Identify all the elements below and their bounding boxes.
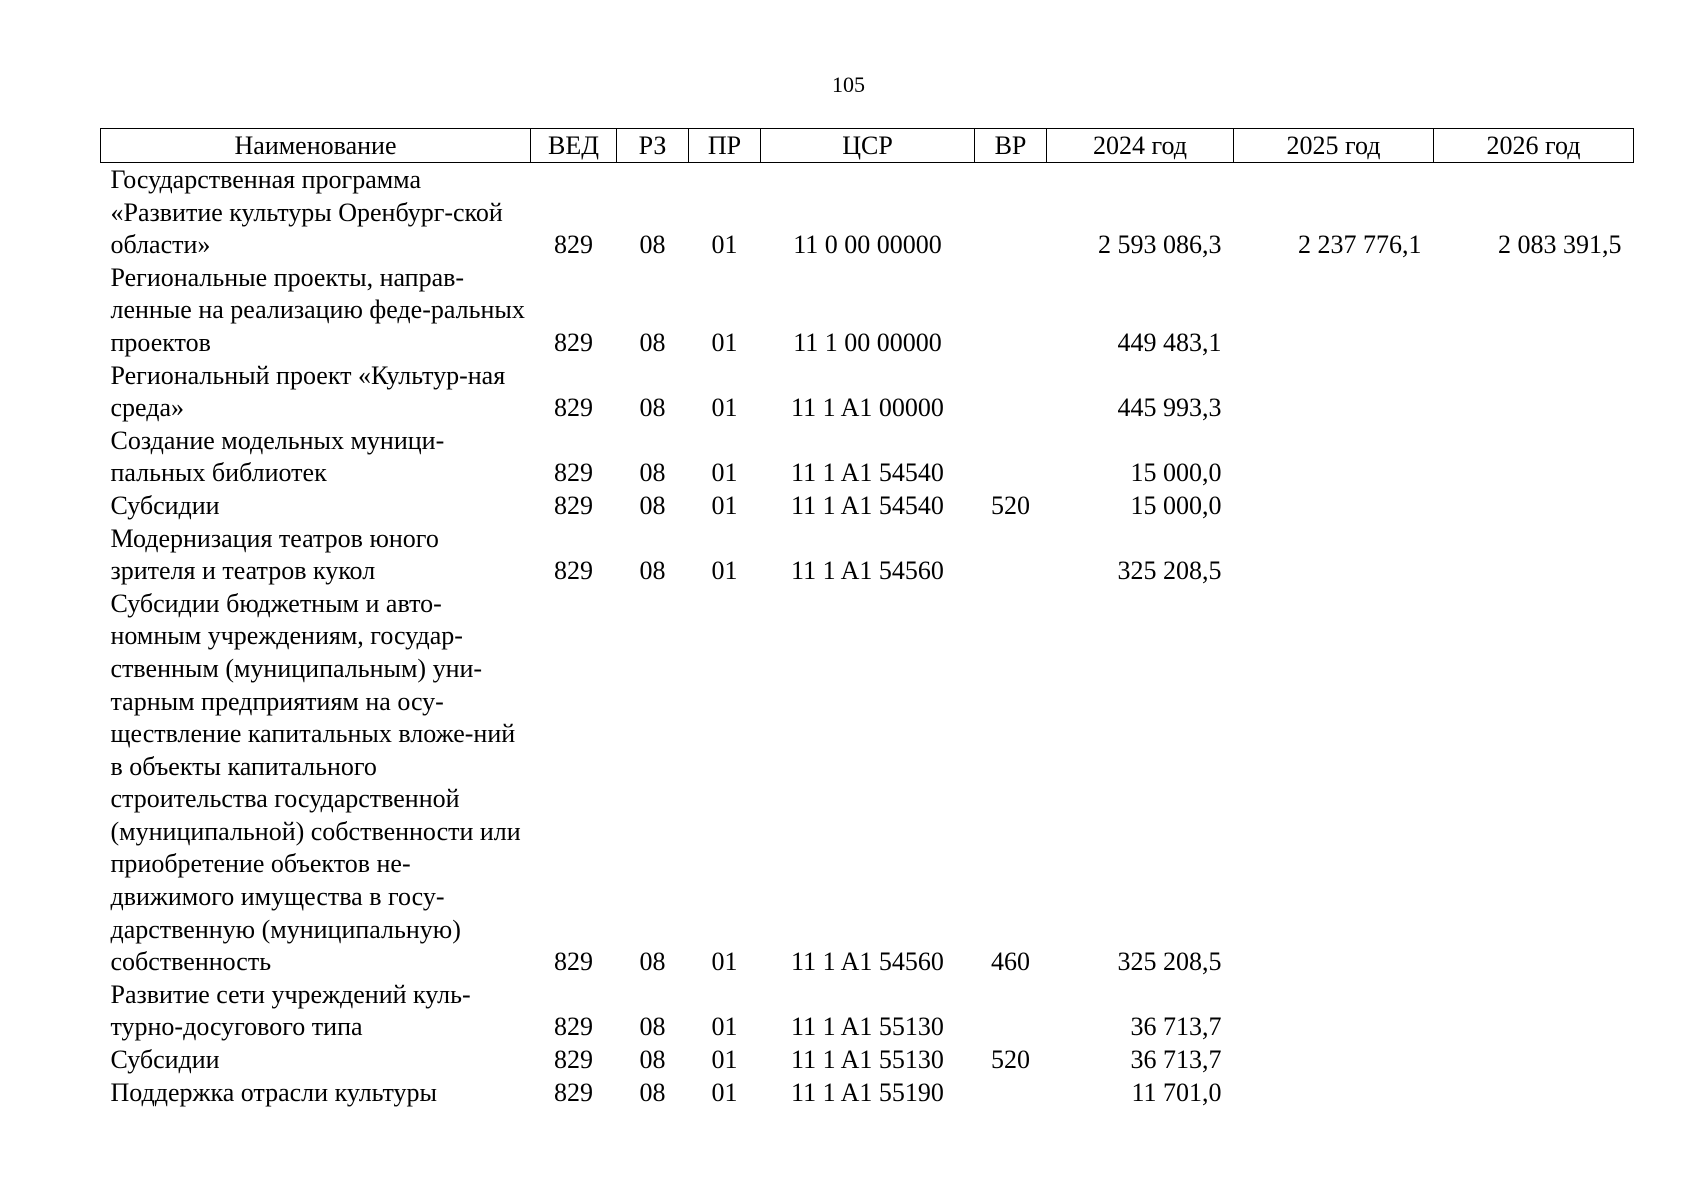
cell-2025 — [1234, 425, 1434, 490]
cell-ved: 829 — [554, 1077, 593, 1107]
cell-csr: 11 1 00 00000 — [793, 327, 942, 357]
cell-2025 — [1234, 523, 1434, 588]
cell-csr: 11 0 00 00000 — [793, 230, 942, 260]
cell-name: Региональные проекты, направ-ленные на реализацию феде-ральных проектов — [110, 262, 525, 357]
cell-2026 — [1434, 1077, 1634, 1110]
cell-vr — [975, 523, 1047, 588]
header-rz: РЗ — [617, 129, 689, 163]
cell-2024: 15 000,0 — [1130, 458, 1222, 488]
cell-pr: 01 — [711, 490, 738, 520]
cell-2024: 2 593 086,3 — [1098, 230, 1222, 260]
cell-name: Развитие сети учреждений куль-турно-досугового типа — [110, 979, 471, 1042]
table-row — [101, 163, 1634, 262]
cell-rz: 08 — [639, 490, 666, 520]
cell-2024: 36 713,7 — [1130, 1045, 1222, 1075]
cell-csr: 11 1 A1 54540 — [791, 458, 944, 488]
cell-2025 — [1234, 490, 1434, 523]
cell-2025 — [1234, 1077, 1434, 1110]
cell-2024: 325 208,5 — [1117, 947, 1222, 977]
cell-2026 — [1434, 979, 1634, 1044]
cell-vr — [975, 979, 1047, 1044]
header-csr: ЦСР — [761, 129, 975, 163]
cell-vr — [975, 360, 1047, 425]
table-row — [101, 523, 1634, 588]
table-row — [101, 425, 1634, 490]
header-vr: ВР — [975, 129, 1047, 163]
cell-2024: 445 993,3 — [1117, 393, 1222, 423]
cell-ved: 829 — [554, 230, 593, 260]
cell-rz: 08 — [639, 1077, 666, 1107]
cell-name: Государственная программа «Развитие культуры Оренбург-ской области» — [110, 165, 503, 260]
cell-2026 — [1434, 360, 1634, 425]
cell-2026 — [1434, 262, 1634, 360]
cell-2025 — [1234, 360, 1434, 425]
cell-ved: 829 — [554, 393, 593, 423]
cell-pr: 01 — [711, 458, 738, 488]
cell-2024: 11 701,0 — [1131, 1077, 1222, 1107]
cell-vr: 520 — [991, 1045, 1030, 1075]
header-row — [101, 129, 1634, 163]
table-row — [101, 1077, 1634, 1110]
budget-table — [100, 128, 1634, 1109]
page-number: 105 — [832, 72, 865, 97]
table-body — [101, 163, 1634, 1110]
cell-rz: 08 — [639, 556, 666, 586]
cell-name: Субсидии бюджетным и авто-номным учреждениям, государ-ственным (муниципальным) уни-тарным предприятиям на осу-ществление капитальных вложе-ний в объекты капитального строительства государственной (муниципальной) собственности или приобретение объектов не-движимого имущества в госу-дарственную (муниципальную) собственность — [110, 588, 521, 977]
table-row — [101, 262, 1634, 360]
cell-name: Субсидии — [110, 1045, 220, 1075]
cell-rz: 08 — [639, 1012, 666, 1042]
cell-pr: 01 — [711, 1077, 738, 1107]
cell-2025 — [1234, 979, 1434, 1044]
cell-vr: 520 — [991, 490, 1030, 520]
cell-csr: 11 1 A1 00000 — [791, 393, 944, 423]
cell-name: Создание модельных муници-пальных библиотек — [110, 425, 445, 488]
cell-vr — [975, 262, 1047, 360]
cell-vr — [975, 163, 1047, 262]
cell-2026 — [1434, 490, 1634, 523]
cell-pr: 01 — [711, 327, 738, 357]
cell-rz: 08 — [639, 947, 666, 977]
cell-rz: 08 — [639, 458, 666, 488]
cell-ved: 829 — [554, 556, 593, 586]
cell-2024: 36 713,7 — [1130, 1012, 1222, 1042]
cell-2024: 449 483,1 — [1117, 327, 1222, 357]
cell-ved: 829 — [554, 1045, 593, 1075]
header-pr: ПР — [689, 129, 761, 163]
table-row — [101, 979, 1634, 1044]
cell-vr — [975, 1077, 1047, 1110]
cell-2025 — [1234, 1044, 1434, 1077]
header-name: Наименование — [101, 129, 531, 163]
cell-pr: 01 — [711, 556, 738, 586]
cell-ved: 829 — [554, 327, 593, 357]
cell-rz: 08 — [639, 1045, 666, 1075]
cell-csr: 11 1 A1 55130 — [791, 1045, 944, 1075]
cell-name: Модернизация театров юного зрителя и театров кукол — [110, 523, 439, 586]
cell-csr: 11 1 A1 54560 — [791, 556, 944, 586]
cell-ved: 829 — [554, 947, 593, 977]
cell-rz: 08 — [639, 230, 666, 260]
cell-ved: 829 — [554, 490, 593, 520]
cell-ved: 829 — [554, 458, 593, 488]
cell-2026 — [1434, 523, 1634, 588]
cell-name: Субсидии — [110, 490, 220, 520]
cell-csr: 11 1 A1 55190 — [791, 1077, 944, 1107]
header-2025: 2025 год — [1234, 129, 1434, 163]
cell-pr: 01 — [711, 1045, 738, 1075]
cell-2025 — [1234, 588, 1434, 979]
table-row — [101, 360, 1634, 425]
cell-2026: 2 083 391,5 — [1498, 230, 1622, 260]
cell-rz: 08 — [639, 393, 666, 423]
cell-pr: 01 — [711, 1012, 738, 1042]
table-row — [101, 1044, 1634, 1077]
cell-2026 — [1434, 588, 1634, 979]
cell-ved: 829 — [554, 1012, 593, 1042]
cell-csr: 11 1 A1 54540 — [791, 490, 944, 520]
cell-csr: 11 1 A1 55130 — [791, 1012, 944, 1042]
table-row — [101, 588, 1634, 979]
table-row — [101, 490, 1634, 523]
cell-2024: 325 208,5 — [1117, 556, 1222, 586]
cell-pr: 01 — [711, 393, 738, 423]
cell-vr: 460 — [991, 947, 1030, 977]
cell-pr: 01 — [711, 947, 738, 977]
header-2024: 2024 год — [1047, 129, 1234, 163]
cell-vr — [975, 425, 1047, 490]
table-header — [101, 129, 1634, 163]
cell-rz: 08 — [639, 327, 666, 357]
cell-2024: 15 000,0 — [1130, 490, 1222, 520]
header-ved: ВЕД — [531, 129, 617, 163]
cell-name: Региональный проект «Культур-ная среда» — [110, 360, 506, 423]
cell-2026 — [1434, 1044, 1634, 1077]
header-2026: 2026 год — [1434, 129, 1634, 163]
cell-csr: 11 1 A1 54560 — [791, 947, 944, 977]
cell-name: Поддержка отрасли культуры — [110, 1077, 438, 1107]
cell-2025 — [1234, 262, 1434, 360]
cell-pr: 01 — [711, 230, 738, 260]
cell-2025: 2 237 776,1 — [1298, 230, 1422, 260]
cell-2026 — [1434, 425, 1634, 490]
